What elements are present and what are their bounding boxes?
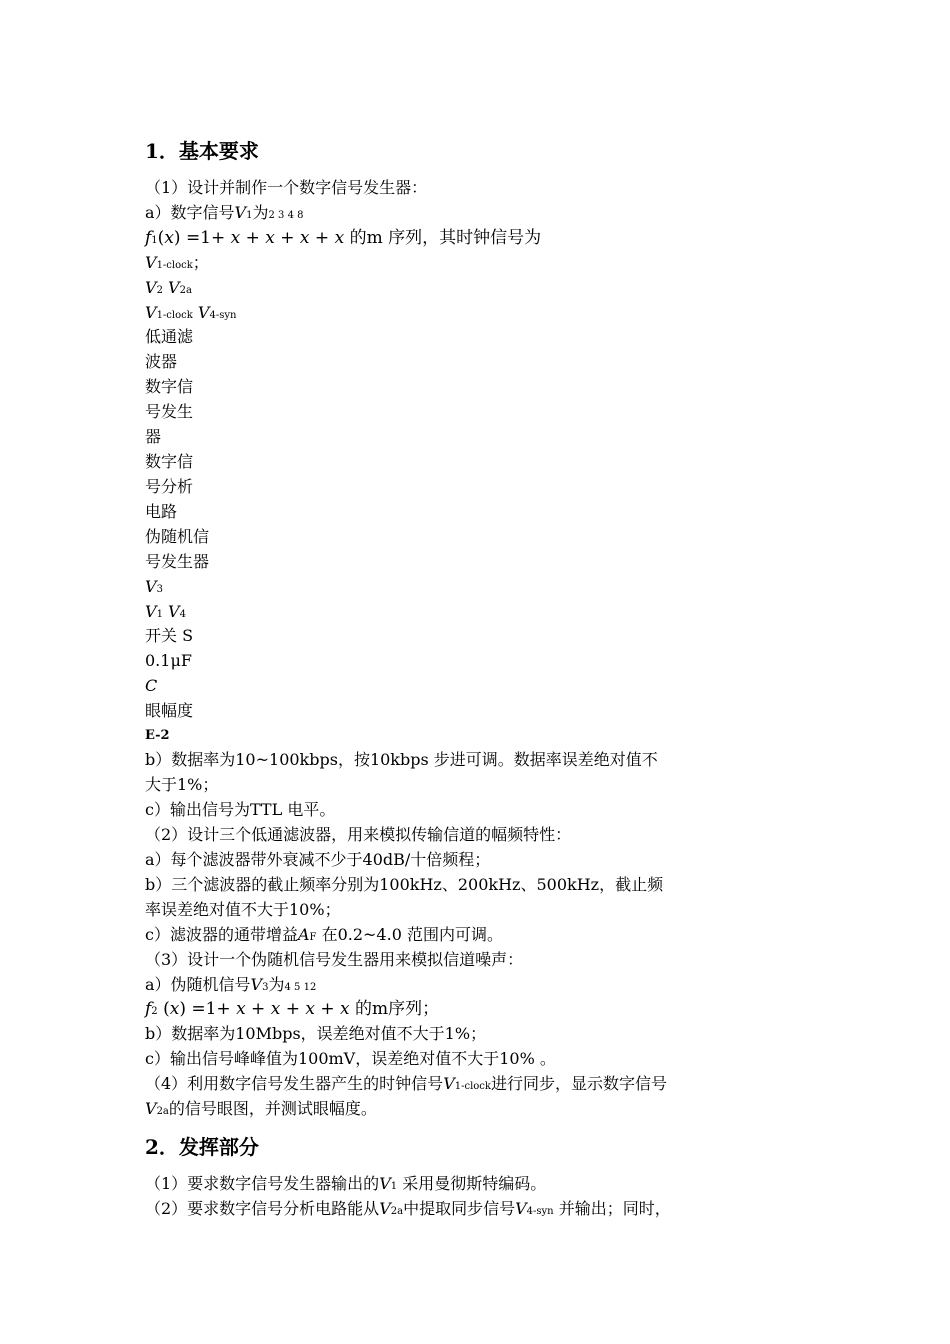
v3-symbol: V [145,577,157,596]
f2-terms: x + x + x + x [236,999,350,1019]
item-1a-text: a）数字信号 [145,203,235,222]
polynomial-exponents: 2 3 4 8 [268,210,304,221]
item-1b-line-2: 大于1%； [145,775,219,794]
v2a-subscript: 2a [179,285,192,296]
item-3-text: （3）设计一个伪随机信号发生器用来模拟信道噪声： [145,950,524,969]
diagram-ana-2: 号分析 [145,477,194,496]
diagram-v3-label [145,577,163,600]
diagram-prn-1: 伪随机信 [145,527,210,546]
item-4-prefix: （4）利用数字信号发生器产生的时钟信号 [145,1074,444,1093]
v1clock-text-subscript: 1-clock [454,1081,491,1092]
v4s-symbol: V [197,303,210,322]
s2-item-1-prefix: （1）要求数字信号发生器输出的 [145,1174,380,1193]
f2-exponents: 4 5 12 [284,982,317,993]
v2a-text-subscript: 2a [156,1106,169,1117]
s2-v2a-subscript: 2a [390,1206,404,1217]
diagram-clock-syn-labels [145,303,236,326]
v2a-symbol: V [168,278,180,297]
v1-clock-semicolon: ； [192,253,209,272]
v1c-subscript: 1-clock [156,310,193,321]
item-3a-line [145,975,316,998]
v3-subscript: 3 [156,584,163,595]
item-2a: a）每个滤波器带外衰减不少于40dB/十倍频程； [145,850,491,869]
diagram-gen-1: 数字信 [145,377,194,396]
diagram-prn-2: 号发生器 [145,552,210,571]
diagram-lpf-2: 波器 [145,352,178,371]
v2-subscript: 2 [156,285,163,296]
v2a-text-symbol: V [145,1099,157,1118]
section-2-item-1 [145,1174,546,1197]
item-1c: c）输出信号为TTL 电平。 [145,800,336,819]
s2-item-1-suffix: 采用曼彻斯特编码。 [402,1174,547,1193]
item-4-line-2 [145,1099,377,1122]
s2-item-2-suffix: 并输出；同时， [558,1199,671,1218]
item-3a-suffix: 为 [268,975,285,994]
item-2c-prefix: c）滤波器的通带增益 [145,925,298,944]
diagram-gen-2: 号发生 [145,402,194,421]
item-3c: c）输出信号峰峰值为100mV，误差绝对值不大于10% 。 [145,1049,556,1068]
v1-diag-symbol: V [145,602,157,621]
f1-subscript: 1 [151,235,158,246]
s2-v1-subscript: 1 [390,1181,398,1192]
f1-symbol: f [145,228,152,248]
v3-text-symbol: V [250,975,263,994]
section-1-title: 1．基本要求 [145,139,259,163]
item-3b: b）数据率为10Mbps，误差绝对值不大于1%； [145,1024,487,1043]
af-symbol: A [297,925,310,944]
f2-subscript: 2 [151,1006,158,1017]
diagram-lpf-1: 低通滤 [145,327,194,346]
item-1a-suffix: 为 [252,203,269,222]
figure-label: E-2 [145,728,170,743]
section-2-title: 2．发挥部分 [145,1135,259,1159]
diagram-c-label: C [145,676,158,695]
v1-clock-symbol: V [145,253,157,272]
f1-paren: ( [157,228,165,248]
s2-v1-symbol: V [379,1174,391,1193]
item-2c-line [145,925,503,948]
v1-symbol: V [234,203,247,222]
v3-text-subscript: 3 [262,982,269,993]
v1-clock-subscript: 1-clock [156,260,193,271]
diagram-v2-labels [145,278,192,301]
v4-symbol: V [168,602,180,621]
v1-diag-subscript: 1 [156,609,163,620]
f1-equals: ) =1+ [173,228,231,248]
v2-symbol: V [145,278,157,297]
diagram-v1-v4-labels [145,602,186,625]
item-4-line-1 [145,1074,667,1097]
item-4-suffix: 进行同步，显示数字信号 [490,1074,667,1093]
v1clock-text-symbol: V [443,1074,455,1093]
f2-paren: ( [157,999,170,1019]
f2-equals: ) =1+ [179,999,237,1019]
s2-v2a-symbol: V [379,1199,391,1218]
section-2-item-2 [145,1199,671,1222]
f1-equation-line [145,228,541,251]
s2-v4syn-symbol: V [515,1199,527,1218]
diagram-gen-3: 器 [145,427,162,446]
diagram-ana-3: 电路 [145,502,178,521]
item-1b-line-1: b）数据率为10~100kbps，按10kbps 步进可调。数据率误差绝对值不 [145,750,658,769]
item-1-text: （1）设计并制作一个数字信号发生器： [145,178,428,197]
s2-item-2-prefix: （2）要求数字信号分析电路能从 [145,1199,380,1218]
v1-subscript: 1 [246,210,253,221]
f2-symbol: f [145,999,152,1019]
item-2c-suffix: 在0.2~4.0 范围内可调。 [321,925,503,944]
f2-tail: 的m序列； [354,999,440,1019]
f2-variable: x [169,999,180,1019]
item-2-text: （2）设计三个低通滤波器，用来模拟传输信道的幅频特性： [145,825,572,844]
diagram-eye-amplitude: 眼幅度 [145,701,194,720]
diagram-switch: 开关 S [145,626,194,645]
v4-subscript: 4 [179,609,186,620]
s2-v4syn-subscript: 4-syn [526,1206,554,1217]
v1-clock-line [145,253,209,276]
f1-variable: x [164,228,174,248]
diagram-ana-1: 数字信 [145,452,194,471]
item-3a-prefix: a）伪随机信号 [145,975,251,994]
item-2b-line-1: b）三个滤波器的截止频率分别为100kHz、200kHz、500kHz，截止频 [145,875,664,894]
item-4-line-2-text: 的信号眼图，并测试眼幅度。 [168,1099,377,1118]
v4s-subscript: 4-syn [209,310,237,321]
f1-terms: x + x + x + x [230,228,345,248]
f1-tail: 的m 序列，其时钟信号为 [349,228,542,248]
item-2b-line-2: 率误差绝对值不大于10%； [145,900,341,919]
item-1a-line [145,203,304,226]
af-subscript: F [309,932,317,943]
s2-item-2-mid: 中提取同步信号 [403,1199,516,1218]
v1c-symbol: V [145,303,157,322]
diagram-capacitor: 0.1μF [145,651,192,670]
f2-equation-line [145,999,439,1022]
